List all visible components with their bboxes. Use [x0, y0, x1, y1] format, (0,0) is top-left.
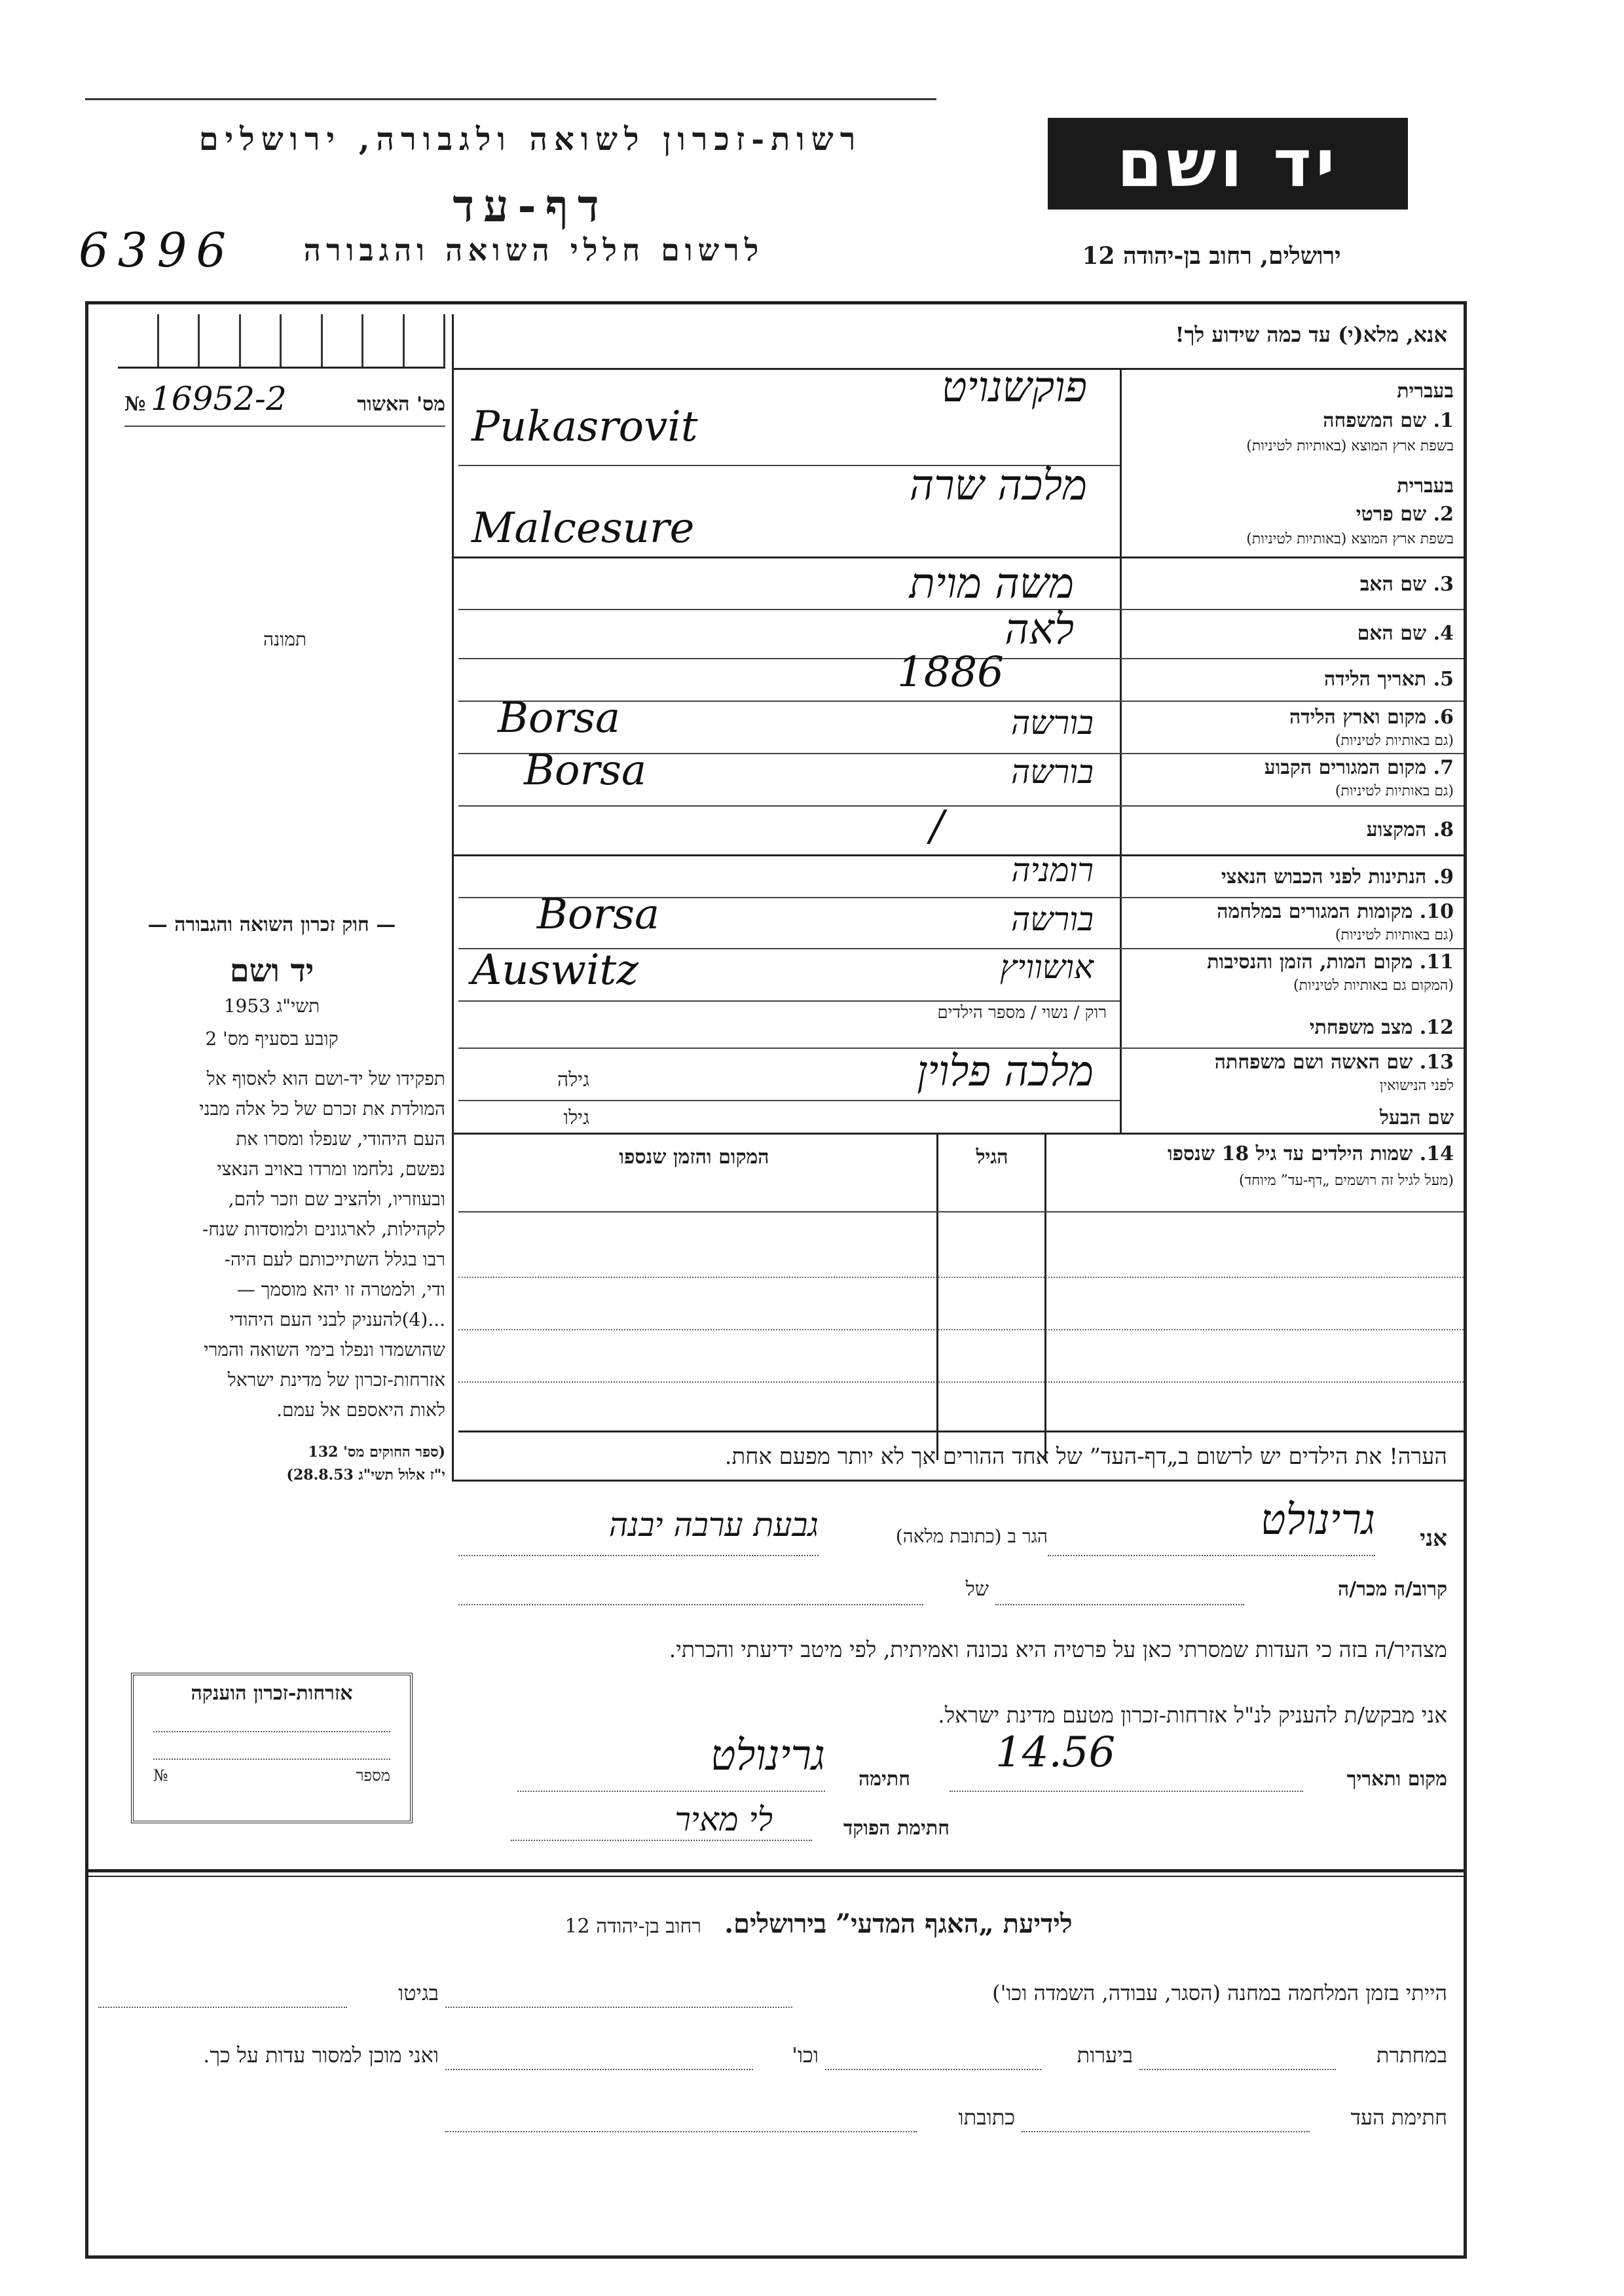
- father-name: משה מוית: [909, 560, 1074, 608]
- nationality: רומניה: [1011, 851, 1094, 889]
- footer-line3-rule-b: [445, 2131, 917, 2134]
- place-date-rule: [950, 1791, 1303, 1793]
- mother-name: לאה: [1005, 606, 1074, 654]
- footer-line2-ready: ואני מוכן למסור עדות על כך.: [203, 2043, 439, 2068]
- residence-latin: Borsa: [524, 746, 647, 795]
- birth-place-hebrew: בורשה: [1010, 704, 1094, 742]
- birth-place-latin: Borsa: [498, 694, 621, 742]
- law-year: [98, 995, 445, 1017]
- footer-line1-end: בגיטו: [398, 1980, 439, 2005]
- first-name-hebrew: מלכה שרה: [909, 462, 1087, 510]
- certificate-value: 16952-2: [151, 380, 287, 418]
- law-line: רבו בגלל השתייכותם לעם היה-: [224, 1248, 445, 1270]
- children-rule-5: [458, 1430, 1464, 1432]
- family-name-hebrew: פוקשנויט: [941, 363, 1087, 412]
- certificate-row: [124, 380, 445, 426]
- relative-label: קרוב/ה מכר/ה: [1338, 1578, 1447, 1601]
- rule-husband: [452, 1133, 1464, 1135]
- children-rule-3: [458, 1329, 1464, 1332]
- field-label-6: 6. מקום וארץ הלידה: [1289, 706, 1454, 729]
- field-sub-10: (גם באותיות לטיניות): [1335, 927, 1454, 943]
- footer-line2-underground: במחתרת: [1376, 2043, 1447, 2068]
- id-boxes: [118, 314, 445, 369]
- declarant-address: גבעת ערבה יבנה: [608, 1506, 819, 1544]
- law-line: שהושמדו ונפלו בימי השואה והמרי: [204, 1339, 445, 1360]
- hebrew-label-2: בעברית: [1397, 475, 1454, 498]
- field-label-3: 3. שם האב: [1359, 573, 1454, 596]
- note-text: הערה! את הילדים יש לרשום ב„דף-העד” של אחד ההורים אך לא יותר מפעם אחת.: [724, 1444, 1447, 1470]
- law-line: ...(4)להעניק לבני העם היהודי: [229, 1309, 445, 1330]
- footer-line1-rule: [445, 2007, 792, 2009]
- header-address: ירושלים, רחוב בן-יהודה 12: [1082, 242, 1341, 270]
- page-title: דף-עד: [452, 180, 608, 232]
- certificate-rule: [124, 426, 445, 427]
- law-line: לאות היאספם אל עמם.: [276, 1399, 445, 1421]
- law-text: [98, 1064, 445, 1425]
- law-line: לקהילות, לארגונים ולמוסדות שנח-: [202, 1218, 445, 1240]
- law-line: ודי, ולמטרה זו יהא מוסמך —: [236, 1279, 445, 1300]
- citizenship-box-title: אזרחות-זכרון הוענקה: [191, 1682, 353, 1705]
- footer-witness-address: כתובתו: [958, 2105, 1015, 2130]
- profession: /: [930, 802, 944, 850]
- law-line: העם היהודי, שנפלו ומסרו את: [236, 1128, 445, 1150]
- war-residence-hebrew: בורשה: [1010, 900, 1094, 938]
- place-date-label: מקום ותאריך: [1346, 1768, 1447, 1791]
- certificate-label: מס' האשור: [357, 393, 445, 416]
- residence-hebrew: בורשה: [1010, 753, 1094, 791]
- label-divider: [1120, 370, 1122, 1133]
- footer-heading: [458, 1908, 1179, 1948]
- death-place-hebrew: אושוויץ: [1000, 948, 1094, 986]
- law-title: — חוק זכרון השואה והגבורה —: [147, 913, 396, 936]
- law-year-heb: תשי"ג: [276, 995, 320, 1017]
- page-subtitle: לרשום חללי השואה והגבורה: [303, 232, 764, 268]
- rule-2: [452, 556, 1464, 558]
- field-sub-1: בשפת ארץ המוצא (באותיות לטיניות): [1246, 438, 1454, 454]
- intro-text: אנא, מלא(י) עד כמה שידוע לך!: [1175, 322, 1447, 347]
- declarant-name-rule: [1048, 1555, 1375, 1558]
- declarant-name: גרינולט: [1260, 1496, 1375, 1544]
- signature-label: חתימה: [858, 1768, 910, 1791]
- field-sub-2: בשפת ארץ המוצא (באותיות לטיניות): [1246, 531, 1454, 547]
- signature-value: גרינולט: [710, 1732, 825, 1780]
- declaration-text: מצהיר/ה בזה כי העדות שמסרתי כאן על פרטיה היא נכונה ואמיתית, לפי מיטב ידיעתי והכרתי.: [669, 1637, 1447, 1662]
- law-line: נפשם, נלחמו ומרדו באויב הנאצי: [217, 1158, 445, 1180]
- footer-line2-rule-b: [825, 2069, 1041, 2071]
- box-number-label: מספר: [356, 1766, 390, 1785]
- rule-13: [458, 1100, 1120, 1101]
- field-label-13: 13. שם האשה ושם משפחתה: [1214, 1051, 1454, 1074]
- law-line: ובעוזריו, ולהציב שם וזכר להם,: [228, 1188, 445, 1210]
- footer-line2-rule-c: [445, 2069, 753, 2071]
- footer-line1: הייתי בזמן המלחמה במחנה (הסגר, עבודה, השמדה וכו'): [992, 1980, 1447, 2005]
- box-no-label: №: [153, 1766, 168, 1785]
- field-sub-6: (גם באותיות לטיניות): [1335, 733, 1454, 749]
- field-sub-13: לפני הנישואין: [1379, 1078, 1454, 1094]
- declarant-residing-label: הגר ב (כתובת מלאה): [895, 1525, 1048, 1547]
- place-date-value: 14.56: [995, 1728, 1116, 1777]
- sidebar-divider: [452, 314, 454, 1480]
- first-name-latin: Malcesure: [471, 504, 695, 553]
- footer-title: לידיעת „האגף המדעי” בירושלים.: [724, 1908, 1073, 1939]
- declarant-ani: אני: [1420, 1525, 1447, 1552]
- children-col-divider-1: [1044, 1133, 1046, 1460]
- citizenship-box: [131, 1673, 413, 1823]
- field-label-8: 8. המקצוע: [1366, 818, 1454, 841]
- family-name-latin: Pukasrovit: [471, 403, 698, 451]
- official-signature: לי מאיר: [674, 1800, 773, 1838]
- footer-rule: [88, 1869, 1464, 1872]
- law-line: תפקידו של יד-ושם הוא לאסוף אל: [206, 1068, 445, 1089]
- footer-rule-2: [88, 1876, 1464, 1877]
- children-age-col: הגיל: [976, 1146, 1008, 1169]
- footer-line3-rule-a: [1022, 2131, 1310, 2134]
- signature-rule: [517, 1791, 825, 1793]
- children-rule-1: [458, 1211, 1464, 1212]
- children-rule-4: [458, 1381, 1464, 1384]
- wife-name: מלכה פלוין: [917, 1048, 1094, 1096]
- footer-line2-forests: ביערות: [1077, 2043, 1133, 2068]
- death-place-latin: Auswitz: [471, 946, 638, 994]
- law-ref: (ספר החוקים מס' 132: [308, 1444, 445, 1461]
- footer-address: רחוב בן-יהודה 12: [564, 1915, 701, 1938]
- children-label: 14. שמות הילדים עד גיל 18 שנספו: [1167, 1142, 1454, 1165]
- footer-line2-etc: וכו': [792, 2043, 819, 2068]
- footer-ghetto-rule: [98, 2007, 347, 2009]
- birth-date: 1886: [897, 648, 1004, 697]
- children-rule-2: [458, 1277, 1464, 1279]
- field-label-10: 10. מקומות המגורים במלחמה: [1217, 900, 1454, 923]
- law-ref-date: י"ז אלול תשי"ג 28.8.53): [286, 1467, 445, 1484]
- top-rule: [85, 98, 936, 100]
- declarant-address-rule: [458, 1555, 819, 1558]
- law-year-num: 1953: [223, 995, 270, 1017]
- of-rule: [458, 1604, 923, 1607]
- footer-line2-rule-a: [1139, 2069, 1336, 2071]
- note-rule: [452, 1480, 1464, 1482]
- law-name: יד ושם: [229, 953, 314, 989]
- field-label-5: 5. תאריך הלידה: [1324, 668, 1454, 691]
- official-label: חתימת הפוקד: [843, 1817, 950, 1840]
- relative-rule: [995, 1604, 1244, 1607]
- law-line: אזרחות-זכרון של מדינת ישראל: [227, 1369, 445, 1391]
- war-residence-latin: Borsa: [537, 890, 660, 939]
- certificate-no-prefix: №: [124, 393, 146, 416]
- field-label-12: 12. מצב משפחתי: [1309, 1016, 1454, 1039]
- field-label-9: 9. הנתינות לפני הכבוש הנאצי: [1221, 866, 1454, 888]
- rule-11: [458, 1000, 1120, 1002]
- of-label: של: [965, 1578, 989, 1601]
- field-label-2: 2. שם פרטי: [1356, 503, 1454, 526]
- org-name: רשות-זכרון לשואה ולגבורה, ירושלים: [198, 121, 862, 158]
- field-label-11: 11. מקום המות, הזמן והנסיבות: [1207, 951, 1454, 974]
- field-label-1: 1. שם המשפחה: [1323, 409, 1454, 432]
- law-section: קובע בסעיף מס' 2: [205, 1028, 339, 1049]
- children-col-divider-2: [936, 1133, 938, 1460]
- law-line: המולדת את זכרם של כל אלה מבני: [199, 1098, 445, 1120]
- marital-options: רוק / נשוי / מספר הילדים: [937, 1003, 1107, 1023]
- husband-age-label: גילו: [563, 1106, 589, 1129]
- field-sub-7: (גם באותיות לטיניות): [1335, 783, 1454, 799]
- handwritten-number: 6396: [79, 223, 236, 278]
- request-text: אני מבקש/ת להעניק לנ"ל אזרחות-זכרון מטעם מדינת ישראל.: [938, 1702, 1447, 1728]
- field-label-7: 7. מקום המגורים הקבוע: [1264, 756, 1454, 779]
- wife-age-label: גילה: [557, 1068, 589, 1091]
- field-label-4: 4. שם האם: [1357, 622, 1454, 645]
- footer-witness-signature: חתימת העד: [1350, 2105, 1447, 2130]
- hebrew-label-1: בעברית: [1397, 380, 1454, 403]
- field-label-husband: שם הבעל: [1379, 1106, 1454, 1129]
- field-sub-11: (המקום גם באותיות לטיניות): [1293, 977, 1454, 994]
- children-sub: (מעל לגיל זה רושמים „דף-עד” מיוחד): [1239, 1173, 1454, 1189]
- children-place-col: המקום והזמן שנספו: [619, 1146, 769, 1169]
- yad-vashem-logo: יד ושם: [1048, 118, 1408, 210]
- photo-label: תמונה: [263, 629, 307, 650]
- official-rule: [511, 1840, 812, 1842]
